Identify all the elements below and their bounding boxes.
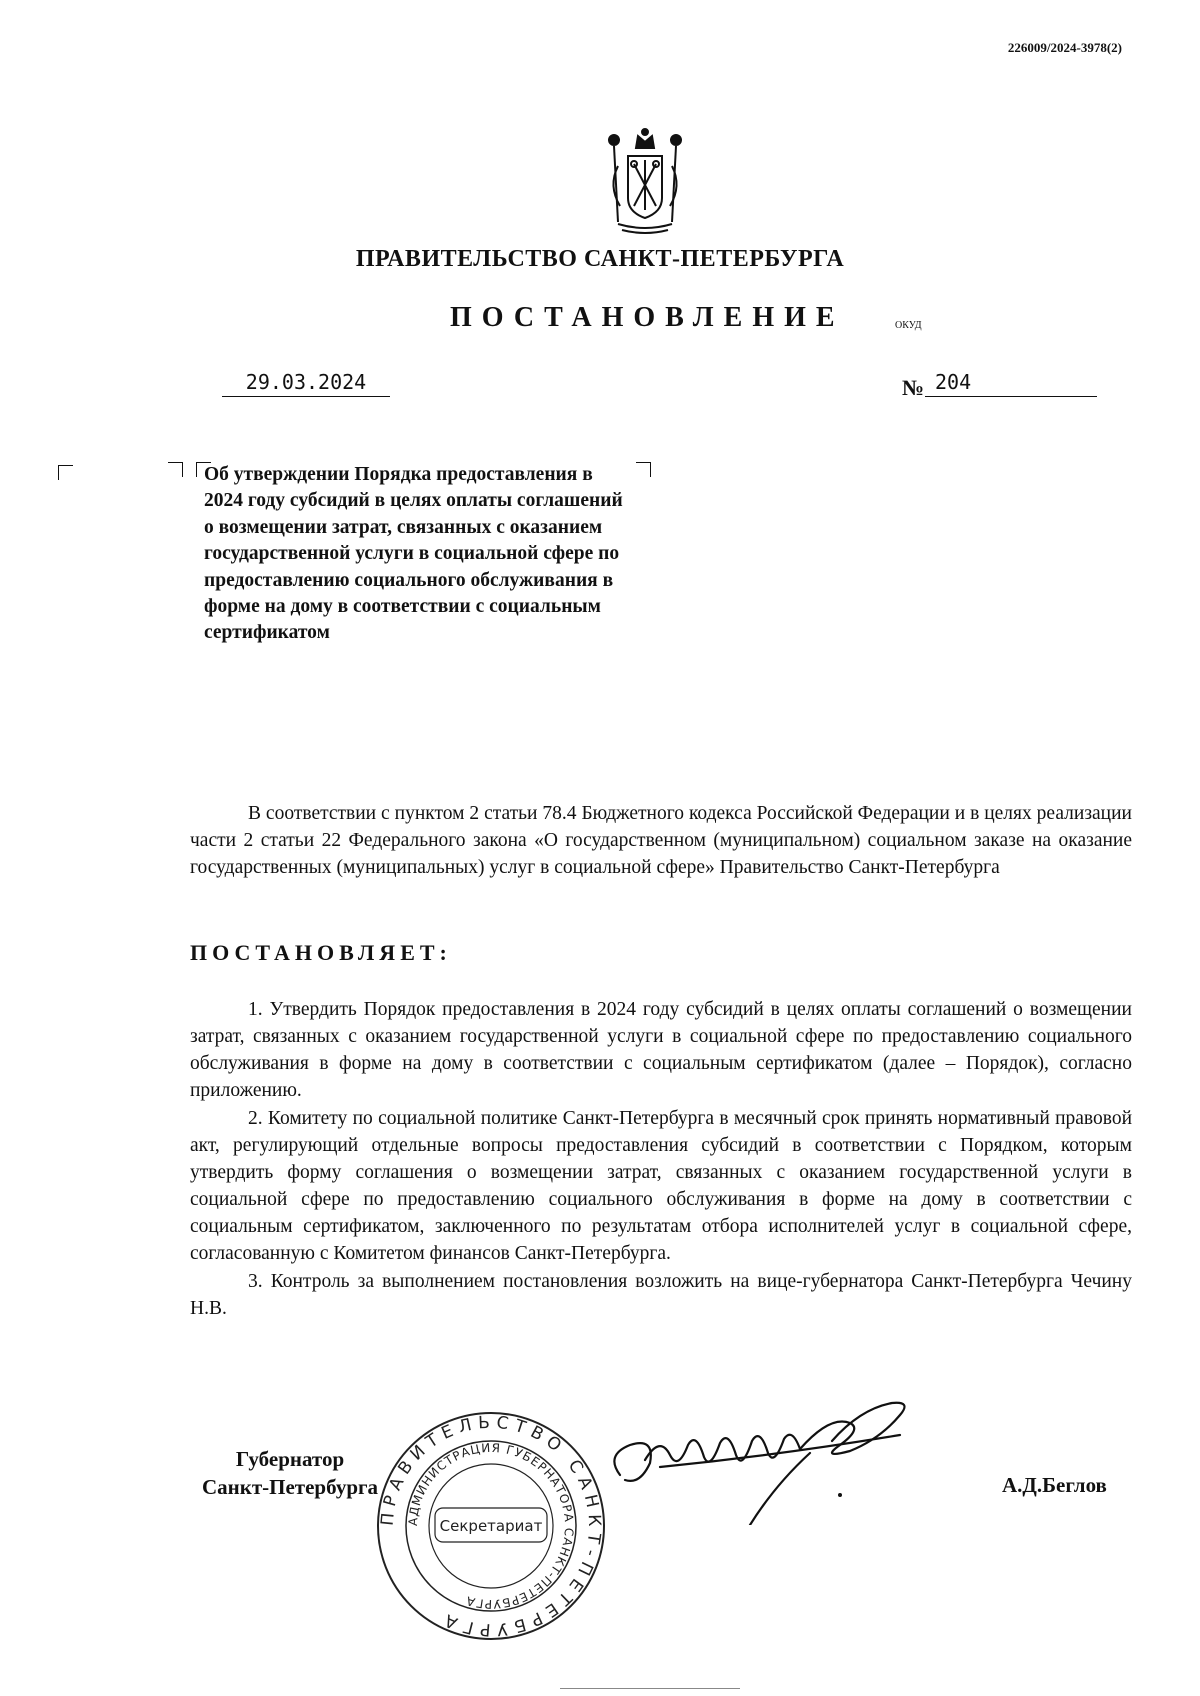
signatory-title <box>190 1445 390 1501</box>
seal-inner-text: АДМИНИСТРАЦИЯ ГУБЕРНАТОРА САНКТ-ПЕТЕРБУРГА <box>405 1440 577 1612</box>
resolution-item: 3. Контроль за выполнением постановления возложить на вице-губернатора Санкт-Петербурга Чечину Н.В. <box>190 1271 1132 1319</box>
bracket-corner-title-end <box>636 462 651 477</box>
seal-center-text: Секретариат <box>439 1517 543 1535</box>
handwritten-signature <box>600 1375 960 1525</box>
resolves-heading: ПОСТАНОВЛЯЕТ: <box>190 940 452 965</box>
resolution-item: 2. Комитету по социальной политике Санкт-Петербурга в месячный срок принять нормативный правовой акт, регулирующий отдельные вопросы предоставления субсидий в соответствии с Порядком, которым утвердить форму соглашения о возмещении затрат, связанных с оказанием государственной услуги в социальной сфере по предоставлению социального обслуживания в форме на дому в соответствии с социальным сертификатом, заключенного по результатам отбора исполнителей услуг в социальной сфере, согласованную с Комитетом финансов Санкт-Петербурга. <box>190 1108 1132 1264</box>
signatory-name: А.Д.Беглов <box>1002 1473 1107 1497</box>
organization-name: ПРАВИТЕЛЬСТВО САНКТ-ПЕТЕРБУРГА <box>355 246 845 272</box>
official-seal <box>373 1408 609 1644</box>
signatory-title-line1: Губернатор <box>235 1447 345 1471</box>
document-number: 204 <box>925 370 1097 397</box>
okud-label: ОКУД <box>895 320 922 331</box>
resolution-items <box>190 996 1132 1322</box>
bottom-rule <box>560 1688 740 1689</box>
preamble-paragraph: В соответствии с пунктом 2 статьи 78.4 Бюджетного кодекса Российской Федерации и в целях реализации части 2 статьи 22 Федерального закона «О государственном (муниципальном) социальном заказе на оказание государственных (муниципальных) услуг в социальной сфере» Правительство Санкт-Петербурга <box>190 803 1132 878</box>
document-type: ПОСТАНОВЛЕНИЕ <box>450 302 845 333</box>
document-date: 29.03.2024 <box>222 370 390 397</box>
document-registration-number: 226009/2024-3978(2) <box>1007 40 1122 55</box>
document-title: Об утверждении Порядка предоставления в 2024 году субсидий в целях оплаты соглашений о возмещении затрат, связанных с оказанием государственной услуги в социальной сфере по предоставлению социального обслуживания в форме на дому в соответствии с социальным сертификатом <box>204 464 623 644</box>
number-label: № <box>902 375 925 400</box>
saint-petersburg-coat-of-arms-icon <box>602 126 688 236</box>
bracket-corner-left-inner <box>168 462 183 477</box>
resolution-item: 1. Утвердить Порядок предоставления в 2024 году субсидий в целях оплаты соглашений о возмещении затрат, связанных с оказанием государственной услуги в социальной сфере по предоставлению социального обслуживания в форме на дому в соответствии с социальным сертификатом (далее – Порядок), согласно приложению. <box>190 999 1132 1101</box>
bracket-corner-left-outer <box>58 465 73 480</box>
signatory-title-line2: Санкт-Петербурга <box>201 1475 379 1499</box>
seal-outer-text: ПРАВИТЕЛЬСТВО САНКТ-ПЕТЕРБУРГА <box>377 1412 605 1640</box>
